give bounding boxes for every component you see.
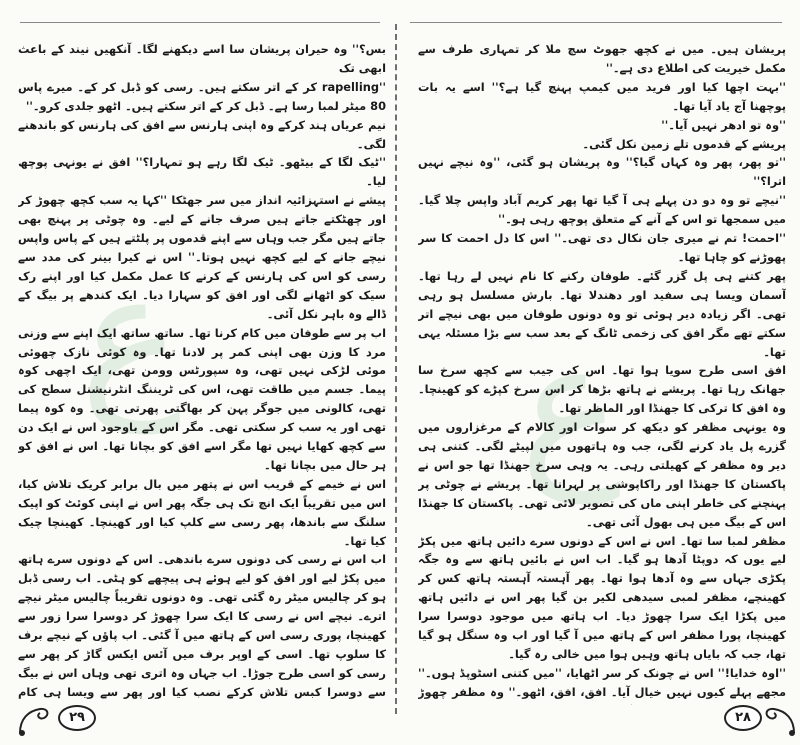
paragraph: ''بہت اچھا کیا اور فرید میں کیمپ پہنچ گیا ہے؟'' اسے یہ بات پوچھنا آج یاد آیا تھا۔ [418, 79, 786, 113]
paragraph: مظفر لمبا سا تھا۔ اس نے اس کے دونوں سرے دائیں ہاتھ میں پکڑ لیے یوں کہ دوپٹا آدھا ہو گیا۔ اب اس نے بائیں ہاتھ سے وہ جگہ پکڑی جہاں سے وہ آدھا ہوا تھا۔ پھر آہستہ آہستہ ہاتھ کس کر کھینچے، مظفر لمبی سیدھی لکیر بن گیا پھر اس نے دائیں ہاتھ میں پکڑا ایک سرا چھوڑ دیا۔ اب ہاتھ میں موجود دوسرا سرا کھینچا، پورا مظفر اس کے ہاتھ میں آ گیا اور اب وہ سنگل ہو گیا تھا، جب کہ بایاں ہاتھ وہیں ہوا میں خالی رہ گیا۔ [418, 533, 786, 661]
paragraph: اب پر سے طوفان میں کام کرنا تھا۔ ساتھ ساتھ ایک اپنے سے وزنی مرد کا وزن بھی اپنی کمر پر لادنا تھا۔ وہ کوئی نازک چھوئی موئی لڑکی نہیں تھی، وہ سپورٹس وومن تھی، ایک اچھی کوہ پیما۔ جسم میں طاقت تھی، اس کی ٹریننگ انٹرنیشنل سطح کی تھی، کالونی میں جوگر پہن کر بھاگتی پھرتی تھی۔ وہ کوہ پیما تھی اور یہ سب کر سکتی تھی۔ مگر اس کے باوجود اس نے ایک دن سے کچھ کھایا نہیں تھا مگر اسے افق کو بچانا تھا۔ اس نے افق کو ہر حال میں بچانا تھا۔ [18, 325, 386, 472]
paragraph: پریشے کے قدموں تلے زمین نکل گئی۔ [582, 136, 786, 151]
paragraph: ''rapelling کر کے اتر سکتے ہیں۔ رسی کو ڈبل کر کے۔ میرے پاس 80 میٹر لمبا رسا ہے۔ ڈبل کر کے اتر سکتے ہیں۔ اٹھو جلدی کرو۔'' [18, 79, 386, 113]
paragraph: ''نیچے تو وہ دو دن پہلے ہی آ گیا تھا پھر کریم آباد واپس چلا گیا۔ میں سمجھا تو اس کے آنے کے متعلق پوچھ رہی ہو۔'' [418, 193, 786, 227]
page-number-right: ۲۸ [724, 705, 762, 731]
paragraph: اب اس نے رسی کی دونوں سرے باندھی۔ اس کے دونوں سرے ہاتھ میں پکڑ لیے اور افق کو لیے ہوئے ہی پیچھے کو ہٹی۔ اب رسی ڈبل ہو کر چالیس میٹر رہ گئی تھی۔ وہ دونوں تقریباً چالیس میٹر نیچے اترے۔ نیچے اس نے رسی کا ایک سرا چھوڑ کر دوسرا سرا زور سے کھینچا، پوری رسی اس کے ہاتھ میں آ گئی۔ اب پاؤں کے نیچے برف کا سلوپ تھا۔ اسی کے اوپر برف میں آئس ایکس گاڑ کر پھر سے رسی کو اسی طرح جوڑا۔ اب جہاں وہ اتری تھی وہاں اس نے بیگ سے دوسرا کبس تلاش کرکے نصب کیا اور پھر سے ویسا ہی کام [18, 552, 386, 699]
corner-flourish-right-icon [760, 699, 800, 739]
page-number-left: ۲۹ [58, 705, 96, 731]
paragraph: نیم عریاں ہند کرکے وہ اپنی ہارنس سے افق کی ہارنس کو باندھنے لگی۔ [18, 117, 386, 151]
paragraph: افق اسی طرح سویا ہوا تھا۔ اس کی جیب سے کچھ سرخ سا جھانک رہا تھا۔ پریشے نے ہاتھ بڑھا کر اس سرخ کپڑے کو کھینچا۔ وہ افق کا ترکی کا جھنڈا اور الماظر تھا۔ [418, 363, 786, 416]
paragraph: ''اوہ خدایا!'' اس نے چونک کر سر اٹھایا، ''میں کتنی اسٹوپڈ ہوں۔'' مجھے پہلے کیوں نہیں خیال آیا۔ افق، افق، اٹھو۔'' وہ مظفر چھوڑ [418, 665, 786, 699]
paragraph: ''ٹیک لگا کے بیٹھو۔ ٹیک لگا رہے ہو تمہارا؟'' افق نے یونہی پوچھ لیا۔ [18, 155, 386, 189]
paragraph: ''تو پھر، پھر وہ کہاں گیا؟'' وہ پریشان ہو گئی، ''وہ نیچے نہیں اترا؟'' [418, 155, 786, 189]
page-gutter-divider [395, 24, 397, 714]
corner-flourish-left-icon [14, 699, 54, 739]
paragraph: بس؟'' وہ حیران پریشان سا اسے دیکھنے لگا۔ آنکھیں نیند کے باعث ابھی تک [18, 42, 386, 75]
page-frame-top-right [410, 22, 782, 23]
page-frame-top-left [20, 22, 380, 23]
paragraph: ''وہ تو ادھر نہیں آیا۔'' [661, 117, 786, 132]
paragraph: ''احمت! تم نے میری جان نکال دی تھی۔'' اس کا دل احمت کا سر پھوڑنے کو چاہا تھا۔ [418, 231, 786, 264]
left-page-text [18, 40, 386, 705]
paragraph: پیشے نے استہزائیہ انداز میں سر جھٹکا ''کہا یہ سب کچھ چھوڑ کر اور چھٹکتے جاتے ہیں صرف جانے کے لیے۔ وہ چوٹی پر پہنچ بھی جاتے ہیں مگر جب وہاں سے اپنے قدموں پر پلٹتے ہیں کے پاس واپس نیچے جانے کے لیے کچھ نہیں ہوتا۔'' اس نے کیرا بینر کی مدد سے رسی کو اس کی ہارنس کے کرنے کا عمل مکمل کیا اور اپنے رک سیک کو اٹھانے لگی اور افق کو سہارا دیا۔ ایک کندھے پر بیگ کے ڈالے وہ باہر نکل آئی۔ [18, 193, 386, 321]
watermark-calligraphy-left: ع [80, 236, 182, 434]
watermark-calligraphy-right: ع [520, 306, 622, 504]
paragraph: پھر کتنے ہی پل گزر گئے۔ طوفان رکنے کا نام نہیں لے رہا تھا۔ آسمان ویسا ہی سفید اور دھندلا تھا۔ بارش مسلسل ہو رہی تھی۔ اگر زیادہ دیر ہوئی تو وہ دونوں طوفان میں بھی نیچے اتر سکتے تھے مگر افق کی زخمی ٹانگ کے بعد سب سے بڑا مسئلہ یہی تھا۔ [418, 268, 786, 359]
paragraph: وہ یونہی مظفر کو دیکھ کر سوات اور کالام کے مرغزاروں میں گزرے پل یاد کرنے لگی، جب وہ ہاتھوں میں لپیٹے لگی۔ کتنی ہی دیر وہ مظفر کے کھیلتی رہی۔ یہ وہی سرخ جھنڈا تھا جو اس نے پاکستان کا جھنڈا اور راکاپوشی پر لہرانا تھا۔ پریشے نے چوٹی پر پہنچنے کی خاطر اپنی ماں کی تصویر لائی تھی۔ پاکستان کا جھنڈا اس کے بیگ میں ہی بھول آئی تھی۔ [418, 420, 786, 529]
paragraph: اس نے خیمے کے قریب اس نے پتھر میں بال برابر کریک تلاش کیا، اس میں تقریباً ایک انچ تک ہی جگہ پھر اس نے اپنی کوئٹ کو اپیک سلنگ سے باندھا، پھر رسی سے کلپ کیا اور کھینچا۔ کھینچا چیک کیا تھا۔ [18, 476, 386, 548]
paragraph: پریشان ہیں۔ میں نے کچھ جھوٹ سچ ملا کر تمہاری طرف سے مکمل خیریت کی اطلاع دی ہے۔'' [418, 42, 786, 75]
right-page-text [418, 40, 786, 705]
